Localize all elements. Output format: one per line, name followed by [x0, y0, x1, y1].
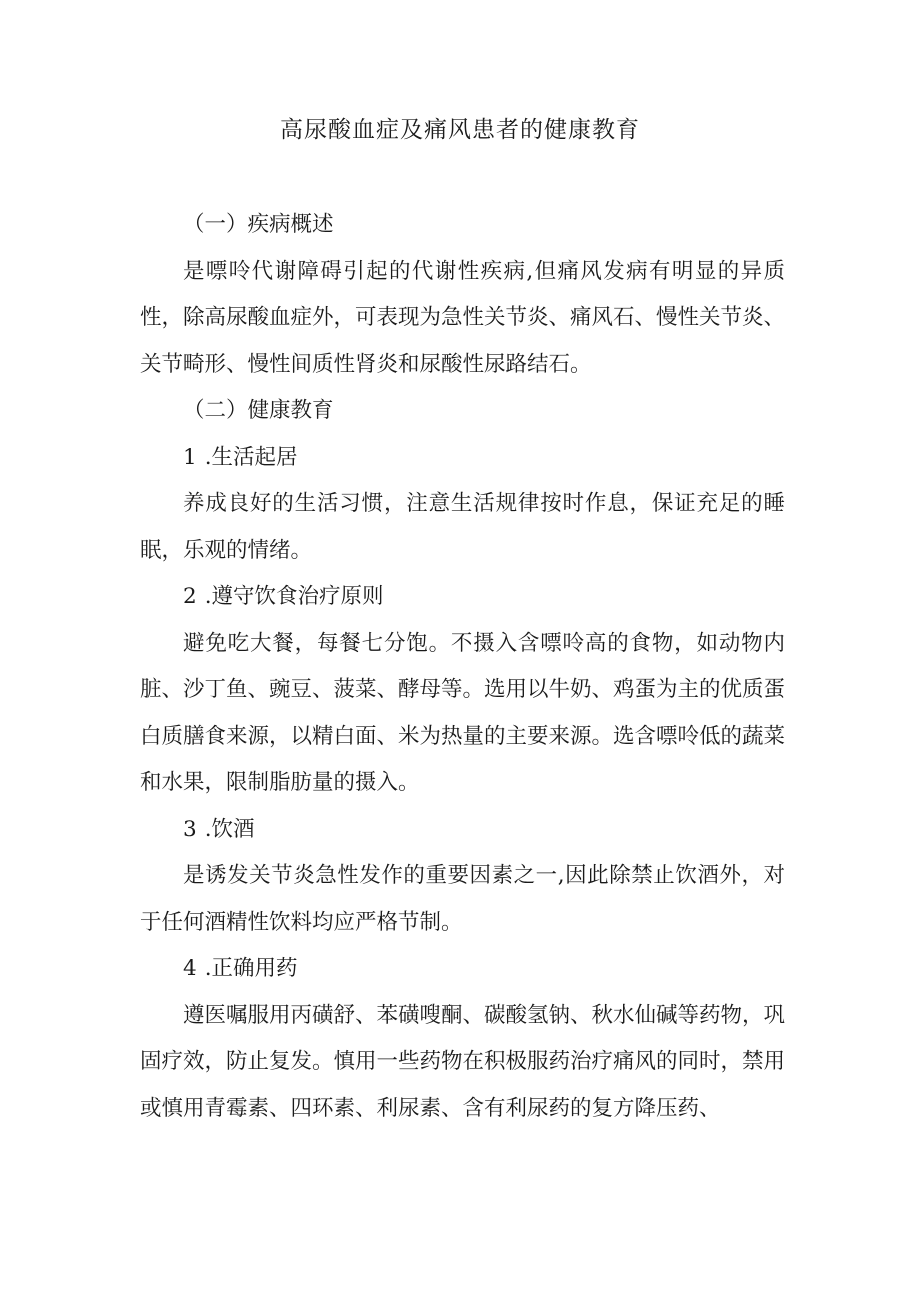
item-number: 1 — [183, 444, 197, 470]
lifestyle-paragraph: 养成良好的生活习惯，注意生活规律按时作息，保证充足的睡眠，乐观的情绪。 — [140, 491, 785, 563]
item-heading-lifestyle — [140, 435, 785, 482]
medication-paragraph: 遵医嘱服用丙磺舒、苯磺嗖酮、碳酸氢钠、秋水仙碱等药物，巩固疗效，防止复发。慎用一些药物在积极服药治疗痛风的同时，禁用或慎用青霉素、四环素、利尿素、含有利尿药的复方降压药、 — [140, 1002, 786, 1121]
alcohol-paragraph: 是诱发关节炎急性发作的重要因素之一,因此除禁止饮酒外，对于任何酒精性饮料均应严格节制。 — [140, 863, 785, 935]
section-heading-education: （二）健康教育 — [183, 398, 334, 423]
document-body — [140, 202, 785, 1132]
item-title: .饮酒 — [204, 816, 255, 842]
item-title: .生活起居 — [204, 444, 298, 470]
item-number: 3 — [183, 816, 197, 842]
item-heading-medication — [140, 946, 785, 993]
item-title: .遵守饮食治疗原则 — [204, 584, 384, 609]
item-title: .正确用药 — [204, 956, 298, 981]
diet-paragraph: 避免吃大餐，每餐七分饱。不摄入含嘌呤高的食物，如动物内脏、沙丁鱼、豌豆、菠菜、酵母等。选用以牛奶、鸡蛋为主的优质蛋白质膳食来源，以精白面、米为热量的主要来源。选含嘌呤低的蔬菜和水果，限制脂肪量的摄入。 — [140, 630, 786, 795]
item-number: 4 — [183, 956, 197, 981]
item-number: 2 — [183, 584, 197, 609]
section-heading-overview: （一）疾病概述 — [183, 212, 334, 237]
item-heading-diet — [140, 574, 785, 621]
item-heading-alcohol — [140, 807, 785, 854]
document-title: 高尿酸血症及痛风患者的健康教育 — [280, 117, 640, 143]
overview-paragraph: 是嘌呤代谢障碍引起的代谢性疾病,但痛风发病有明显的异质性，除高尿酸血症外，可表现为急性关节炎、痛风石、慢性关节炎、关节畸形、慢性间质性肾炎和尿酸性尿路结石。 — [140, 258, 786, 377]
